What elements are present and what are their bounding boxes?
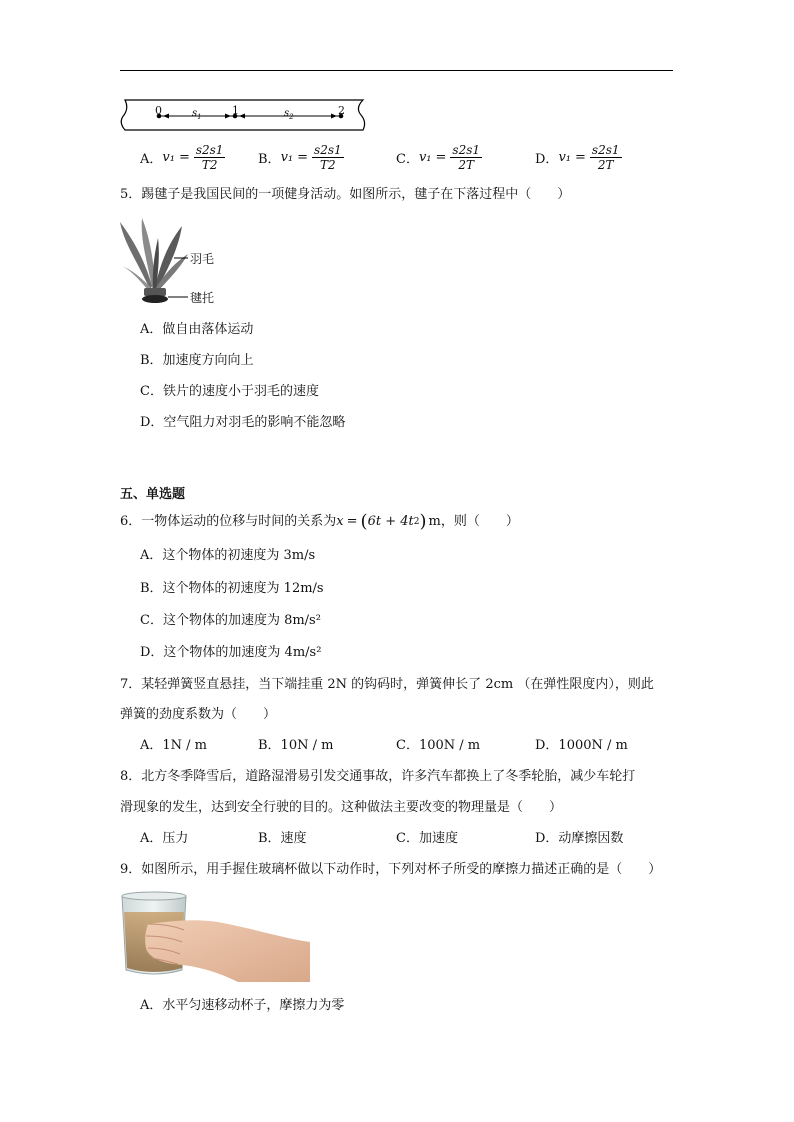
q6-stem: 6．一物体运动的位移与时间的关系为 x = ( 6t + 4t 2 ) m ，则（ ） — [120, 511, 519, 532]
tape-label-s2: $s_2$ — [284, 108, 294, 121]
q8-option-d[interactable]: D．动摩擦因数 — [535, 831, 624, 846]
q7-option-c[interactable]: C．100N / m — [396, 738, 481, 753]
q8-stem-line1: 8．北方冬季降雪后，道路湿滑易引发交通事故，许多汽车都换上了冬季轮胎，减少车轮打 — [120, 769, 636, 784]
q5-option-b[interactable]: B．加速度方向向上 — [140, 353, 254, 368]
q6-option-b[interactable]: B．这个物体的初速度为 12m/s — [140, 581, 324, 596]
q7-option-d[interactable]: D．1000N / m — [535, 738, 628, 753]
hand-holding-glass-image — [118, 890, 310, 982]
q4-option-b[interactable]: B． v₁ = $\frac{s2s1}{T2}$ — [258, 143, 342, 172]
tape-label-0: 0 — [155, 104, 162, 117]
q4-option-c[interactable]: C． v₁ = $\frac{s2s1}{2T}$ — [396, 143, 481, 172]
q4-option-a[interactable]: A． v₁ = $\frac{s2s1}{T2}$ — [140, 143, 224, 172]
tape-label-s1: $s_1$ — [192, 108, 202, 121]
label-shuttle-base: 毽托 — [190, 291, 215, 305]
q8-option-c[interactable]: C．加速度 — [396, 831, 458, 846]
q7-option-a[interactable]: A．1N / m — [140, 738, 208, 753]
q8-option-a[interactable]: A．压力 — [140, 831, 189, 846]
label-feather: 羽毛 — [190, 252, 215, 266]
q5-option-d[interactable]: D．空气阻力对羽毛的影响不能忽略 — [140, 415, 346, 430]
q8-stem-line2: 滑现象的发生，达到安全行驶的目的。这种做法主要改变的物理量是（ ） — [120, 800, 563, 815]
q7-option-b[interactable]: B．10N / m — [258, 738, 334, 753]
q8-option-b[interactable]: B．速度 — [258, 831, 307, 846]
q6-option-d[interactable]: D．这个物体的加速度为 4m/s² — [140, 645, 322, 660]
q9-stem: 9．如图所示，用手握住玻璃杯做以下动作时，下列对杯子所受的摩擦力描述正确的是（ ） — [120, 862, 662, 877]
q6-option-a[interactable]: A．这个物体的初速度为 3m/s — [140, 548, 316, 563]
header-rule — [120, 70, 673, 71]
tape-label-2: 2 — [338, 104, 345, 117]
q5-option-c[interactable]: C．铁片的速度小于羽毛的速度 — [140, 384, 319, 399]
q4-option-d[interactable]: D． v₁ = $\frac{s2s1}{2T}$ — [535, 143, 620, 172]
q5-stem: 5．踢毽子是我国民间的一项健身活动。如图所示，毽子在下落过程中（ ） — [120, 187, 571, 202]
q6-option-c[interactable]: C．这个物体的加速度为 8m/s² — [140, 613, 321, 628]
tape-label-1: 1 — [232, 104, 239, 117]
q7-stem-line1: 7．某轻弹簧竖直悬挂，当下端挂重 2N 的钩码时，弹簧伸长了 2cm （在弹性限度内），则此 — [120, 677, 654, 692]
shuttlecock-image — [118, 216, 188, 306]
q5-option-a[interactable]: A．做自由落体运动 — [140, 322, 254, 337]
q7-stem-line2: 弹簧的劲度系数为（ ） — [120, 707, 277, 722]
q9-option-a[interactable]: A．水平匀速移动杯子，摩擦力为零 — [140, 998, 345, 1013]
section-title: 五、单选题 — [120, 487, 186, 502]
